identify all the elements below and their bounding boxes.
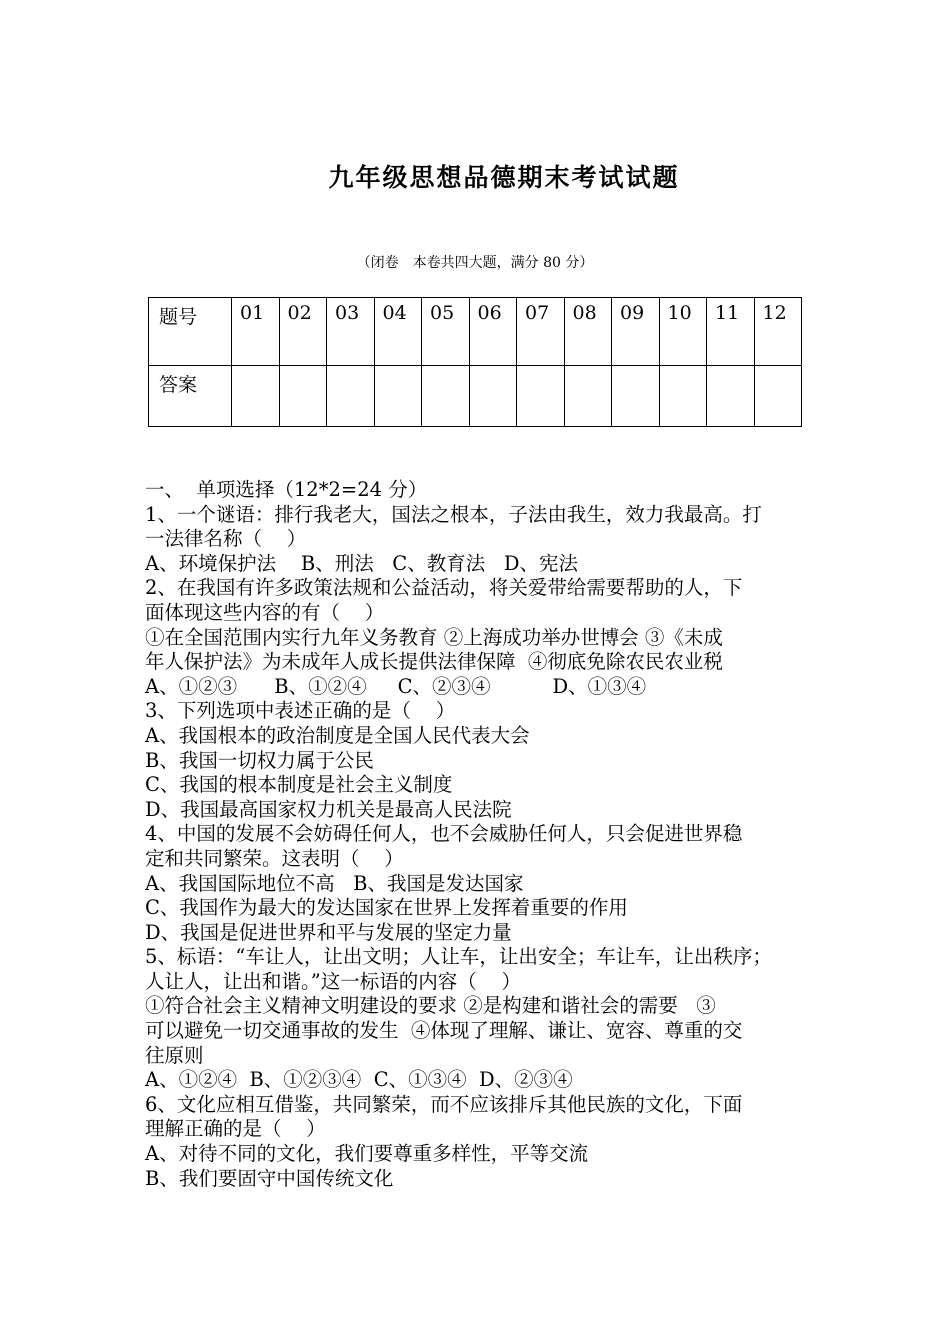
option-line: A、我国国际地位不高 B、我国是发达国家: [145, 871, 524, 895]
answer-cell: [469, 366, 517, 427]
question-line: 2、在我国有许多政策法规和公益活动，将关爱带给需要帮助的人，下: [145, 576, 743, 600]
question-line: 面体现这些内容的有（ ）: [145, 600, 385, 624]
question-line: 6、文化应相互借鉴，共同繁荣，而不应该排斥其他民族的文化，下面: [145, 1092, 743, 1116]
question-line: 5、标语：“车让人，让出文明；人让车，让出安全；车让车，让出秩序；: [145, 945, 772, 969]
question-line: 理解正确的是（ ）: [145, 1117, 326, 1141]
question-number-cell: 12: [754, 298, 802, 366]
question-number-cell: 11: [707, 298, 755, 366]
question-line: 年人保护法》为未成年人成长提供法律保障 ④彻底免除农民农业税: [145, 650, 723, 674]
answer-cell: [517, 366, 565, 427]
question-number-cell: 07: [517, 298, 565, 366]
question-line: 人让人，让出和谐。”这一标语的内容（ ）: [145, 969, 522, 993]
option-line: B、我国一切权力属于公民: [145, 748, 374, 772]
question-line: 往原则: [145, 1043, 204, 1067]
option-line: D、我国是促进世界和平与发展的坚定力量: [145, 920, 512, 944]
question-line: 可以避免一切交通事故的发生 ④体现了理解、谦让、宽容、尊重的交: [145, 1019, 743, 1043]
row-header-answer: 答案: [149, 366, 232, 427]
answer-table: [148, 297, 802, 427]
question-number-cell: 03: [327, 298, 375, 366]
answer-cell: [707, 366, 755, 427]
questions-body: [145, 478, 809, 1191]
question-line: 1、一个谜语：排行我老大，国法之根本，子法由我生，效力我最高。打: [145, 502, 762, 526]
question-number-cell: 05: [422, 298, 470, 366]
answer-cell: [327, 366, 375, 427]
question-number-row: [149, 298, 802, 366]
question-number-cell: 02: [279, 298, 327, 366]
question-line: 定和共同繁荣。这表明（ ）: [145, 846, 404, 870]
option-line: A、对待不同的文化，我们要尊重多样性，平等交流: [145, 1142, 589, 1166]
answer-cell: [612, 366, 660, 427]
answer-cell: [754, 366, 802, 427]
question-line: 一法律名称（ ）: [145, 527, 307, 551]
question-number-cell: 08: [564, 298, 612, 366]
answer-cell: [422, 366, 470, 427]
question-line: ①符合社会主义精神文明建设的要求 ②是构建和谐社会的需要 ③: [145, 994, 716, 1018]
option-line: A、①②③ B、①②④ C、②③④ D、①③④: [145, 674, 647, 698]
option-line: B、我们要固守中国传统文化: [145, 1166, 394, 1190]
question-number-cell: 10: [659, 298, 707, 366]
exam-subtitle: （闭卷 本卷共四大题，满分 80 分）: [356, 255, 594, 271]
question-line: ①在全国范围内实行九年义务教育 ②上海成功举办世博会 ③《未成: [145, 625, 723, 649]
option-line: D、我国最高国家权力机关是最高人民法院: [145, 797, 512, 821]
option-line: A、①②④ B、①②③④ C、①③④ D、②③④: [145, 1068, 573, 1092]
answer-cell: [374, 366, 422, 427]
answer-cell: [564, 366, 612, 427]
section-heading: 一、 单项选择（12*2=24 分）: [145, 478, 428, 501]
question-line: 3、下列选项中表述正确的是（ ）: [145, 699, 456, 723]
option-line: C、我国的根本制度是社会主义制度: [145, 773, 453, 797]
option-line: A、我国根本的政治制度是全国人民代表大会: [145, 723, 530, 747]
answer-row: [149, 366, 802, 427]
answer-cell: [279, 366, 327, 427]
option-line: A、环境保护法 B、刑法 C、教育法 D、宪法: [145, 551, 578, 575]
question-number-cell: 01: [232, 298, 280, 366]
question-number-cell: 06: [469, 298, 517, 366]
question-number-cell: 04: [374, 298, 422, 366]
option-line: C、我国作为最大的发达国家在世界上发挥着重要的作用: [145, 896, 628, 920]
exam-title: 九年级思想品德期末考试试题: [328, 163, 680, 192]
question-line: 4、中国的发展不会妨碍任何人，也不会威胁任何人，只会促进世界稳: [145, 822, 743, 846]
answer-cell: [232, 366, 280, 427]
question-number-cell: 09: [612, 298, 660, 366]
answer-cell: [659, 366, 707, 427]
row-header-number: 题号: [149, 298, 232, 366]
